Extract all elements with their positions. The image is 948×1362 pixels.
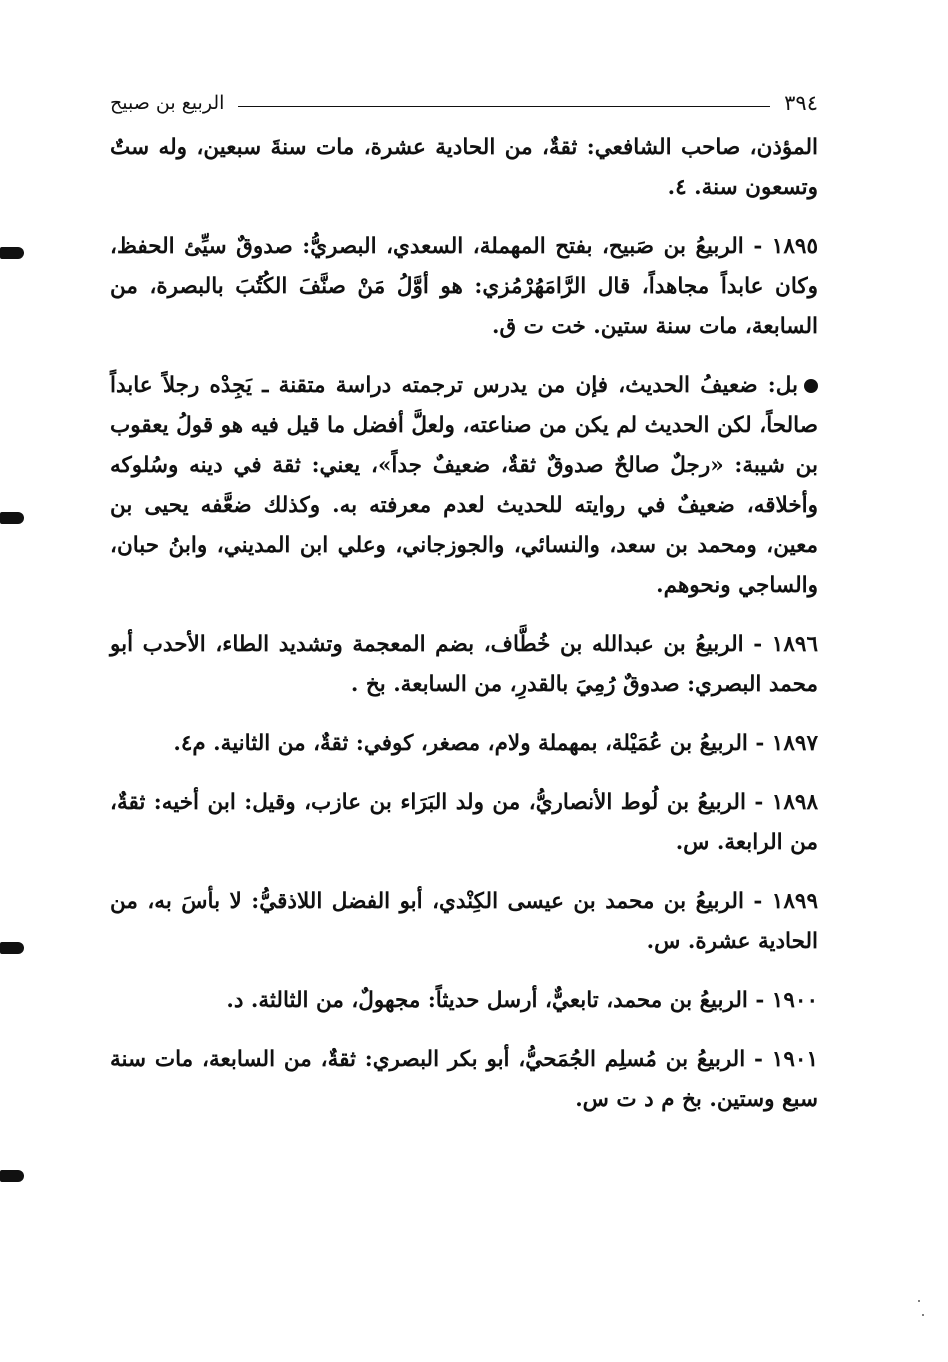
- page-speck: [922, 1314, 924, 1316]
- left-margin-mark: [0, 1170, 24, 1182]
- book-page: [110, 88, 818, 1120]
- entry-1895: ١٨٩٥ - الربيعُ بن صَبيح، بفتح المهملة، السعدي، البصريُّ: صدوقٌ سيِّئ الحفظ، وكان عابداً مجاهداً، قال الرَّامَهُرْمُزي: هو أوَّلُ مَنْ صنَّفَ الكُتُبَ بالبصرة، من السابعة، مات سنة ستين. خت ت ق.: [110, 234, 818, 339]
- entry-1897: ١٨٩٧ - الربيعُ بن عُمَيْلة، بمهملة ولام، مصغر، كوفي: ثقةٌ، من الثانية. م٤.: [173, 731, 818, 756]
- page-header: [110, 88, 818, 118]
- page-number: ٣٩٤: [784, 91, 818, 115]
- continuation-paragraph: المؤذن، صاحب الشافعي: ثقةٌ، من الحادية عشرة، مات سنةَ سبعين، وله ستٌ وتسعون سنة. ٤.: [110, 135, 818, 200]
- entry-1896: ١٨٩٦ - الربيعُ بن عبدالله بن خُطَّاف، بضم المعجمة وتشديد الطاء، الأحدب أبو محمد البصري: صدوقٌ رُمِيَ بالقدرِ، من السابعة. بخ .: [110, 632, 818, 697]
- entry-1901: ١٩٠١ - الربيعُ بن مُسلِم الجُمَحيُّ، أبو بكر البصري: ثقةٌ، من السابعة، مات سنة سبع وستين. بخ م د ت س.: [110, 1047, 818, 1112]
- entry-1900: ١٩٠٠ - الربيعُ بن محمد، تابعيٌّ، أرسل حديثاً: مجهولٌ، من الثالثة. د.: [226, 988, 818, 1013]
- left-margin-mark: [0, 512, 24, 524]
- editor-comment-text: بل: ضعيفُ الحديث، فإن من يدرس ترجمته دراسة متقنة ـ يَجِدْه رجلاً عابداً صالحاً، لكن الحديث لم يكن من صناعته، ولعلَّ أفضل ما قيل فيه هو قولُ يعقوب بن شيبة: «رجلٌ صالحٌ صدوقٌ ثقةٌ، ضعيفٌ جداً»، يعني: ثقة في دينه وسُلوكه وأخلاقه، ضعيفٌ في روايته للحديث لعدم معرفته به. وكذلك ضعَّفه يحيى بن معين، ومحمد بن سعد، والنسائي، والجوزجاني، وعلي ابن المديني، وابنُ حبان، والساجي ونحوهم.: [110, 373, 818, 598]
- page-speck: [918, 1300, 920, 1302]
- entry-1899: ١٨٩٩ - الربيعُ بن محمد بن عيسى الكِنْدي، أبو الفضل اللاذقيُّ: لا بأسَ به، من الحادية عشرة. س.: [110, 889, 818, 954]
- entry-1898: ١٨٩٨ - الربيعُ بن لُوط الأنصاريُّ، من ولد البَرَاء بن عازب، وقيل: ابن أخيه: ثقةٌ، من الرابعة. س.: [110, 790, 818, 855]
- running-title: الربيع بن صبيح: [110, 92, 225, 114]
- left-margin-mark: [0, 247, 24, 259]
- left-margin-mark: [0, 942, 24, 954]
- bullet-icon: [804, 379, 818, 393]
- editor-comment-1895: [110, 366, 818, 606]
- header-rule: [238, 106, 770, 107]
